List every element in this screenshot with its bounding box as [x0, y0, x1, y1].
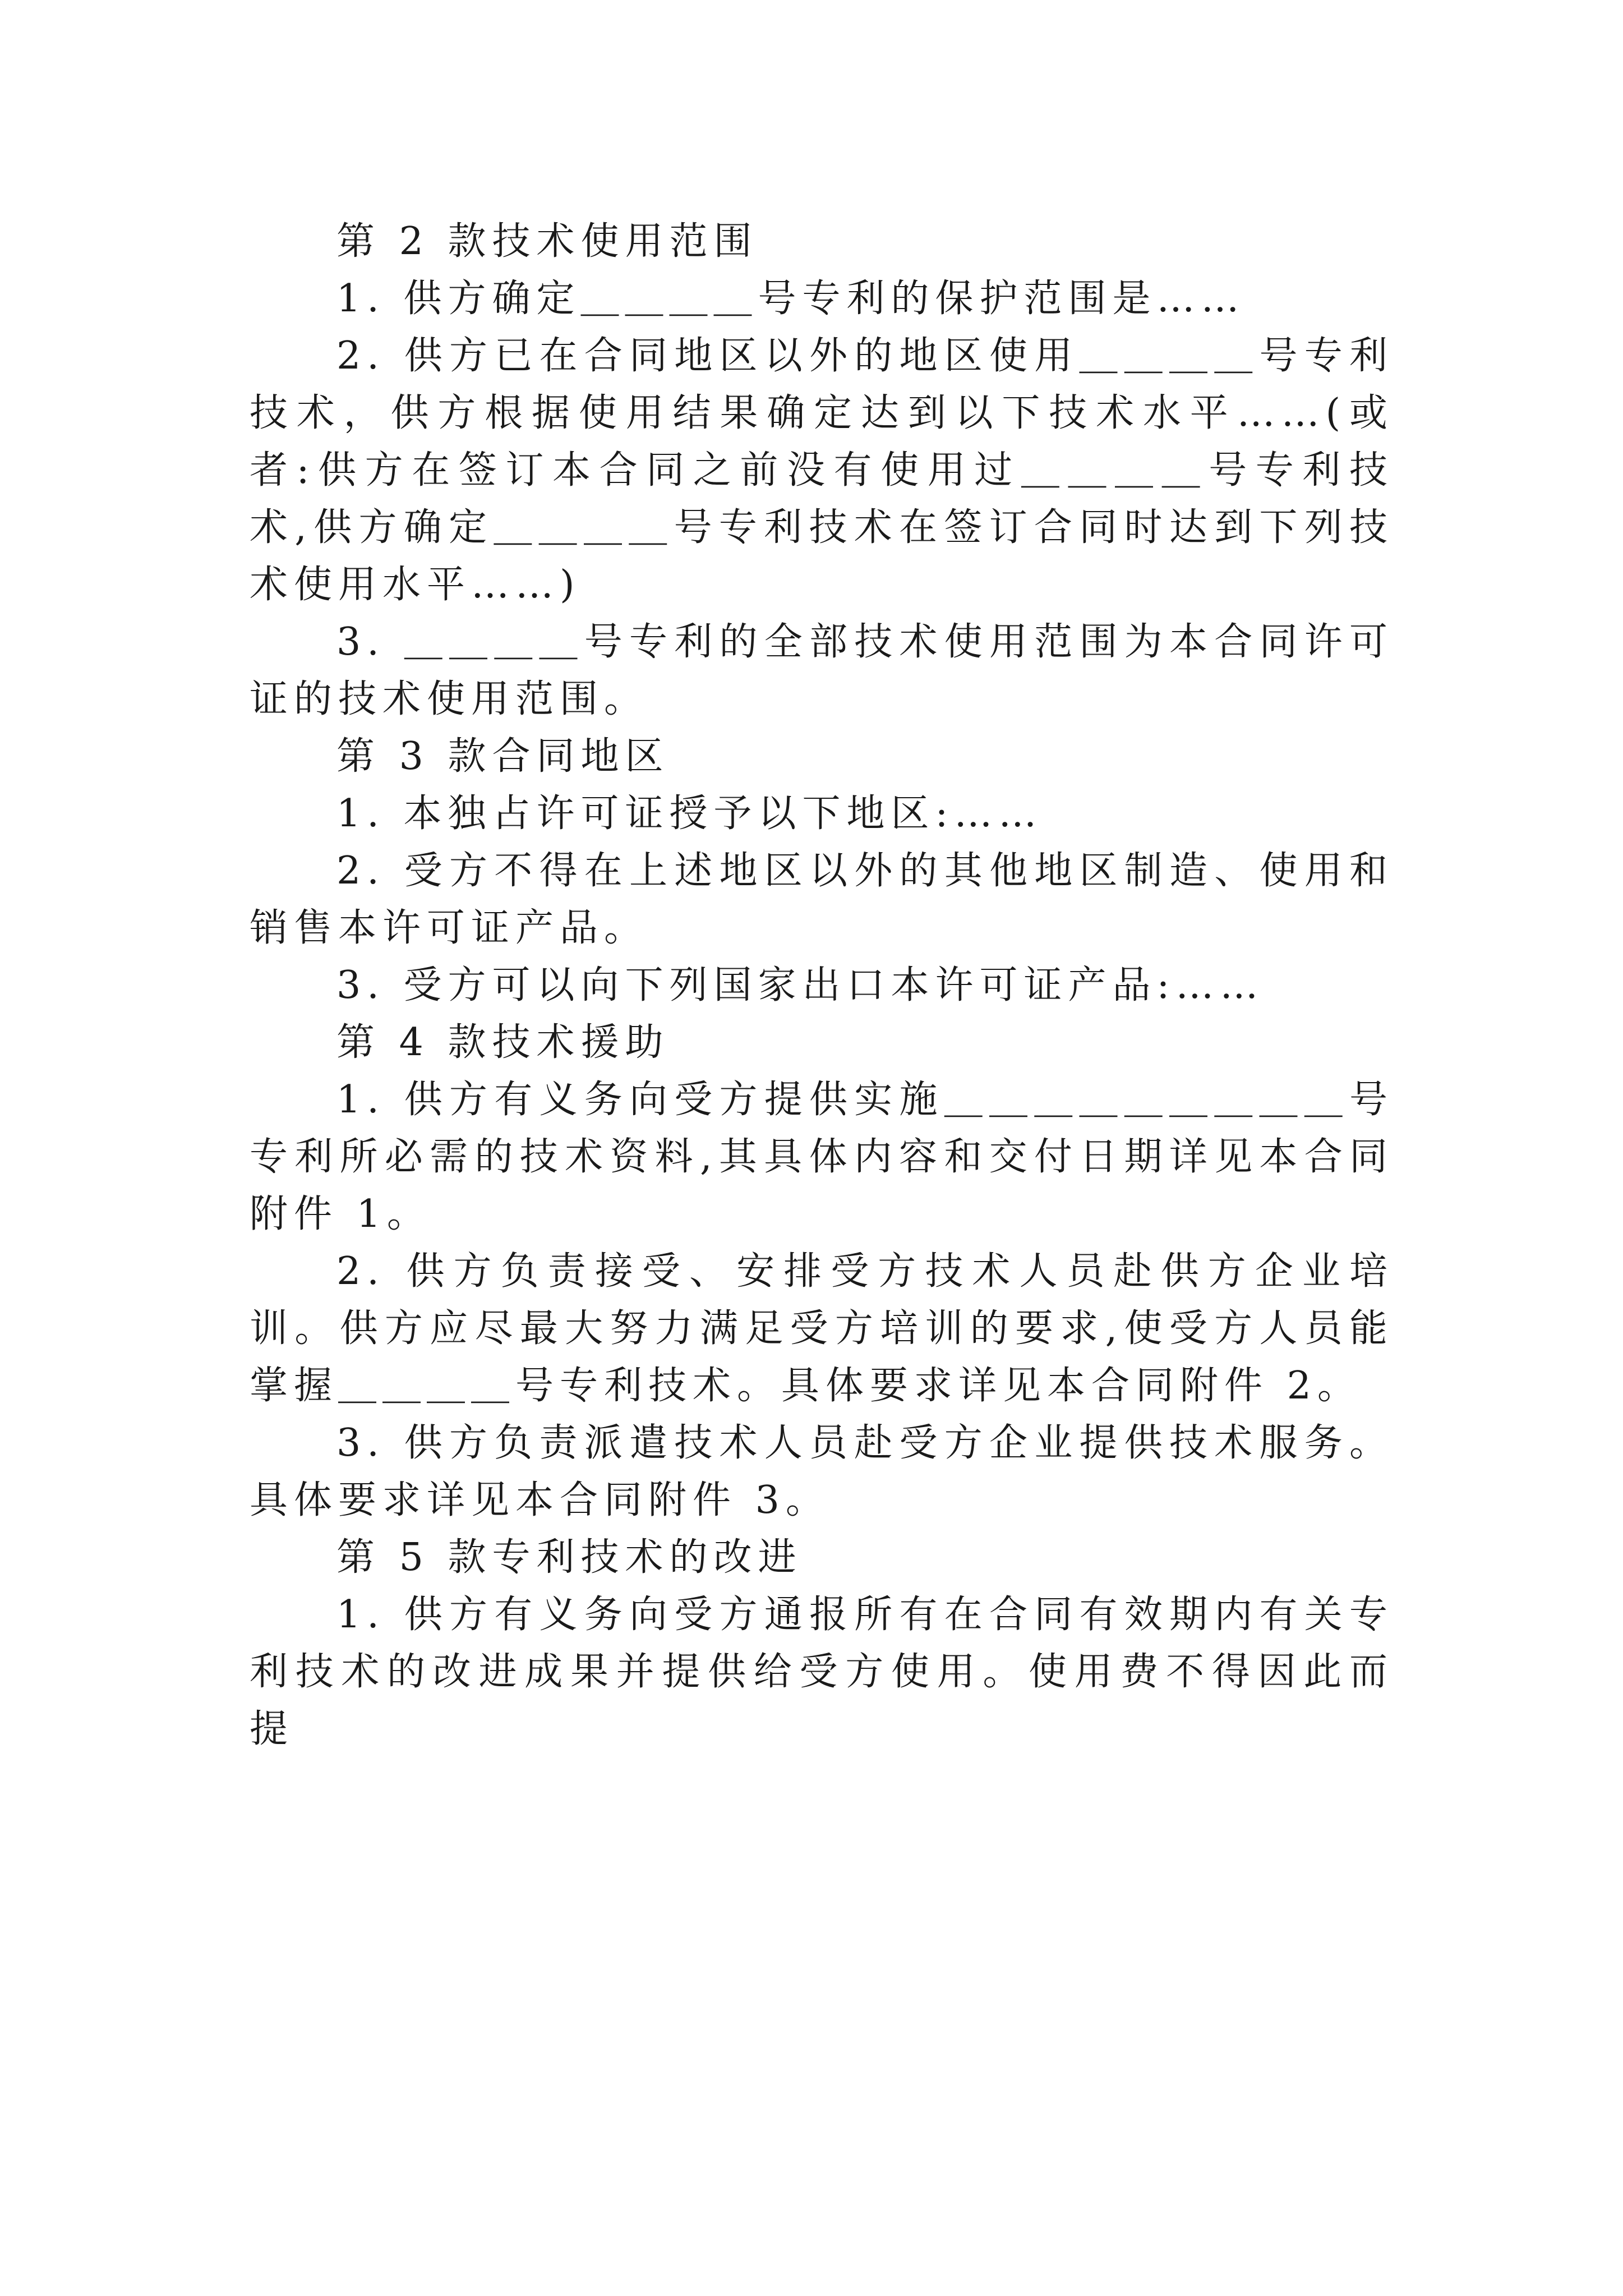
clause-2-2: 2. 供方已在合同地区以外的地区使用＿＿＿＿号专利技术，供方根据使用结果确定达到以下技术水平……(或者:供方在签订本合同之前没有使用过＿＿＿＿号专利技术,供方确定＿＿＿＿号专利技术在签订合同时达到下列技术使用水平……): [250, 334, 1394, 607]
clause-3-2: 2. 受方不得在上述地区以外的其他地区制造、使用和销售本许可证产品。: [250, 849, 1394, 950]
section-heading-5: 第 5 款专利技术的改进: [336, 1535, 803, 1580]
clause-4-2: 2. 供方负责接受、安排受方技术人员赴供方企业培训。供方应尽最大努力满足受方培训的要求,使受方人员能掌握＿＿＿＿号专利技术。具体要求详见本合同附件 2。: [250, 1249, 1394, 1408]
section-heading-4: 第 4 款技术援助: [336, 1020, 670, 1065]
section-heading-3: 第 3 款合同地区: [336, 734, 670, 779]
clause-2-3: 3. ＿＿＿＿号专利的全部技术使用范围为本合同许可证的技术使用范围。: [250, 620, 1394, 721]
clause-4-1: 1. 供方有义务向受方提供实施＿＿＿＿＿＿＿＿＿号专利所必需的技术资料,其具体内容和交付日期详见本合同附件 1。: [250, 1078, 1394, 1236]
clause-2-1: 1. 供方确定＿＿＿＿号专利的保护范围是……: [336, 277, 1246, 321]
document-body: [250, 213, 1394, 1758]
section-heading-2: 第 2 款技术使用范围: [336, 219, 758, 264]
clause-4-3: 3. 供方负责派遣技术人员赴受方企业提供技术服务。具体要求详见本合同附件 3。: [250, 1421, 1394, 1522]
clause-3-3: 3. 受方可以向下列国家出口本许可证产品:……: [336, 963, 1265, 1007]
clause-5-1: 1. 供方有义务向受方通报所有在合同有效期内有关专利技术的改进成果并提供给受方使用。使用费不得因此而提: [250, 1593, 1394, 1751]
clause-3-1: 1. 本独占许可证授予以下地区:……: [336, 792, 1043, 836]
